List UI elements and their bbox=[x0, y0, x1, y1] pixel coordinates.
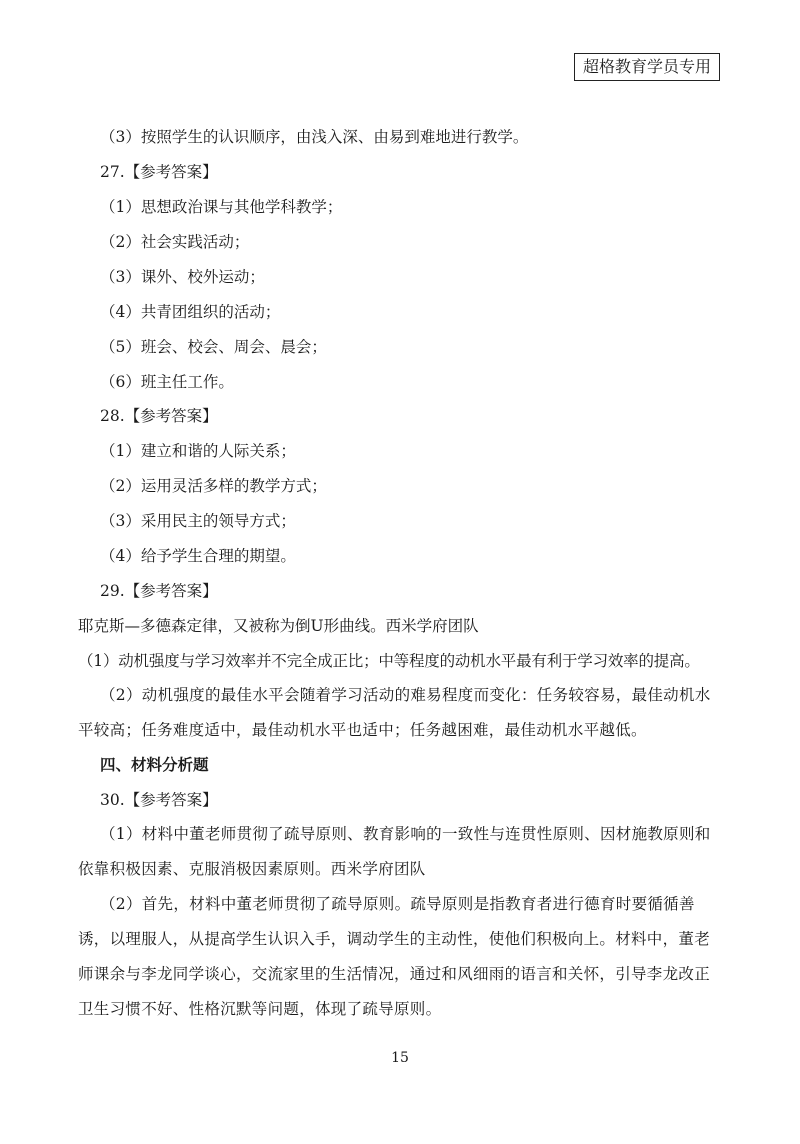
section-heading: 四、材料分析题 bbox=[100, 755, 209, 774]
answer-paragraph: （2）动机强度的最佳水平会随着学习活动的难易程度而变化：任务较容易，最佳动机水平较高；任务难度适中，最佳动机水平也适中；任务越困难，最佳动机水平越低。 bbox=[78, 686, 711, 739]
answer-paragraph: （1）材料中董老师贯彻了疏导原则、教育影响的一致性与连贯性原则、因材施教原则和依靠积极因素、克服消极因素原则。西米学府团队 bbox=[78, 825, 711, 878]
answer-line: （2）社会实践活动； bbox=[100, 233, 250, 251]
answer-paragraph: （2）首先，材料中董老师贯彻了疏导原则。疏导原则是指教育者进行德育时要循循善诱，以理服人，从提高学生认识入手，调动学生的主动性，使他们积极向上。材料中，董老师课余与李龙同学谈心，交流家里的生活情况，通过和风细雨的语言和关怀，引导李龙改正卫生习惯不好、性格沉默等问题，体现了疏导原则。 bbox=[78, 895, 711, 1018]
answer-line: （1）建立和谐的人际关系； bbox=[100, 442, 296, 460]
answer-line: （3）采用民主的领导方式； bbox=[100, 512, 296, 530]
answer-line: （6）班主任工作。 bbox=[100, 373, 234, 391]
header-label: 超格教育学员专用 bbox=[574, 53, 720, 81]
answer-line: （4）共青团组织的活动； bbox=[100, 303, 281, 321]
answer-line: （1）动机强度与学习效率并不完全成正比；中等程度的动机水平最有利于学习效率的提高。 bbox=[78, 652, 700, 670]
answer-line: （3）按照学生的认识顺序，由浅入深、由易到难地进行教学。 bbox=[100, 128, 529, 146]
answer-line: （3）课外、校外运动； bbox=[100, 268, 265, 286]
answer-line: （1）思想政治课与其他学科教学； bbox=[100, 198, 343, 216]
question-heading: 30.【参考答案】 bbox=[100, 791, 218, 809]
answer-line: （4）给予学生合理的期望。 bbox=[100, 547, 296, 565]
answer-line: 耶克斯—多德森定律，又被称为倒U形曲线。西米学府团队 bbox=[78, 617, 479, 635]
answer-line: （2）运用灵活多样的教学方式； bbox=[100, 477, 327, 495]
question-heading: 28.【参考答案】 bbox=[100, 407, 218, 425]
question-heading: 27.【参考答案】 bbox=[100, 163, 218, 181]
answer-line: （5）班会、校会、周会、晨会； bbox=[100, 338, 327, 356]
page-number: 15 bbox=[391, 1050, 409, 1066]
question-heading: 29.【参考答案】 bbox=[100, 582, 218, 600]
